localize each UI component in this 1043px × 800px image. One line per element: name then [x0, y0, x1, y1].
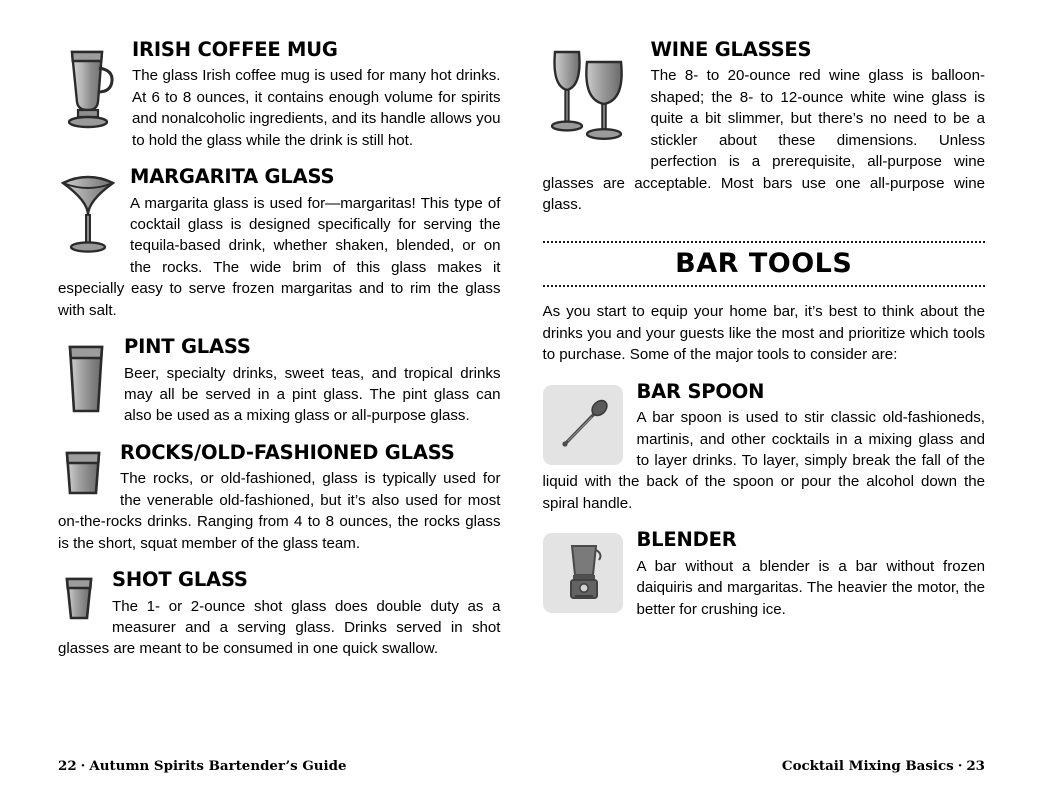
wine-glasses-icon [543, 44, 639, 154]
section-intro-text: As you start to equip your home bar, it’s best to think about the drinks you and your guests like the most and prioritize which tools to purchase. Some of the major tools to consider are: [542, 303, 985, 364]
tool-title: BLENDER [636, 530, 737, 552]
rocks-glass-icon [58, 447, 108, 499]
divider-top [543, 241, 986, 243]
entry-text: The glass Irish coffee mug is used for many hot drinks. At 6 to 8 ounces, it contains enough volume for spirits and nonalcoholic ingredients, and its handle allows you to hold the glass while the drink is still hot. [132, 67, 501, 149]
entry-margarita-glass [58, 167, 501, 321]
footer-left [58, 758, 347, 774]
entry-pint-glass [58, 337, 501, 427]
entry-title: ROCKS/OLD-FASHIONED GLASS [120, 442, 455, 464]
entry-wine-glasses [543, 40, 986, 215]
tool-bar-spoon [543, 382, 986, 515]
divider-bottom [543, 285, 986, 287]
shot-glass-icon [58, 574, 100, 624]
footer-separator: · [80, 758, 86, 774]
left-footer-title: Autumn Spirits Bartender’s Guide [89, 758, 347, 774]
tool-text: A bar without a blender is a bar without frozen daiquiris and margaritas. The heavier the motor, the better for crushing ice. [636, 557, 985, 618]
entry-title: PINT GLASS [124, 337, 251, 359]
entry-title: SHOT GLASS [112, 570, 248, 592]
tool-blender [543, 530, 986, 620]
tool-title: BAR SPOON [636, 381, 765, 403]
entry-text: Beer, specialty drinks, sweet teas, and tropical drinks may all be served in a pint glass. The pint glass can also be used as a mixing glass or all-purpose glass. [124, 364, 501, 425]
margarita-glass-icon [58, 171, 118, 259]
bar-tools-section-header [543, 241, 986, 287]
entry-text: The 1- or 2-ounce shot glass does double duty as a measurer and a serving glass. Drinks served in shot glasses are meant to be consumed in one quick swallow. [58, 597, 501, 658]
two-page-spread [58, 40, 985, 676]
entry-text: The rocks, or old-fashioned, glass is typically used for the venerable old-fashioned, but it’s also used for most on-the-rocks drinks. Ranging from 4 to 8 ounces, the rocks glass is the short, squat member of the glass team. [58, 470, 501, 552]
entry-title: IRISH COFFEE MUG [132, 40, 338, 61]
right-footer-title: Cocktail Mixing Basics [781, 758, 954, 774]
tool-text: A bar spoon is used to stir classic old-fashioneds, martinis, and other cocktails in a mixing glass and to layer drinks. To layer, simply break the fall of the liquid with the back of the spoon or pour the alcohol down the spiral handle. [542, 409, 985, 512]
pint-glass-icon [58, 341, 112, 421]
right-page-column [543, 40, 986, 676]
section-heading: BAR TOOLS [675, 248, 853, 280]
blender-icon [543, 533, 623, 613]
entry-shot-glass [58, 570, 501, 660]
irish-coffee-mug-icon [58, 44, 120, 130]
entry-title: MARGARITA GLASS [130, 167, 335, 189]
footer-separator: · [957, 758, 963, 774]
bar-spoon-icon [543, 385, 623, 465]
entry-irish-coffee-mug [58, 40, 501, 151]
entry-text: A margarita glass is used for—margaritas! This type of cocktail glass is designed specifically for serving the tequila-based drink, whether shaken, blended, or on the rocks. The wide brim of this glass makes it especially easy to serve frozen margaritas and to rim the glass with salt. [58, 194, 501, 319]
left-page-number: 22 [58, 758, 77, 774]
entry-title: WINE GLASSES [650, 40, 812, 61]
entry-text: The 8- to 20-ounce red wine glass is balloon-shaped; the 8- to 12-ounce white wine glass is quite a bit slimmer, but there’s no need to be a stickler about these dimensions. Unless perfection is a prerequisite, all-purpose wine glasses are acceptable. Most bars use one all-purpose wine glass. [542, 67, 985, 213]
footer-right [782, 758, 985, 774]
left-page-column [58, 40, 501, 676]
right-page-number: 23 [966, 758, 985, 774]
entry-rocks-old-fashioned-glass [58, 443, 501, 554]
